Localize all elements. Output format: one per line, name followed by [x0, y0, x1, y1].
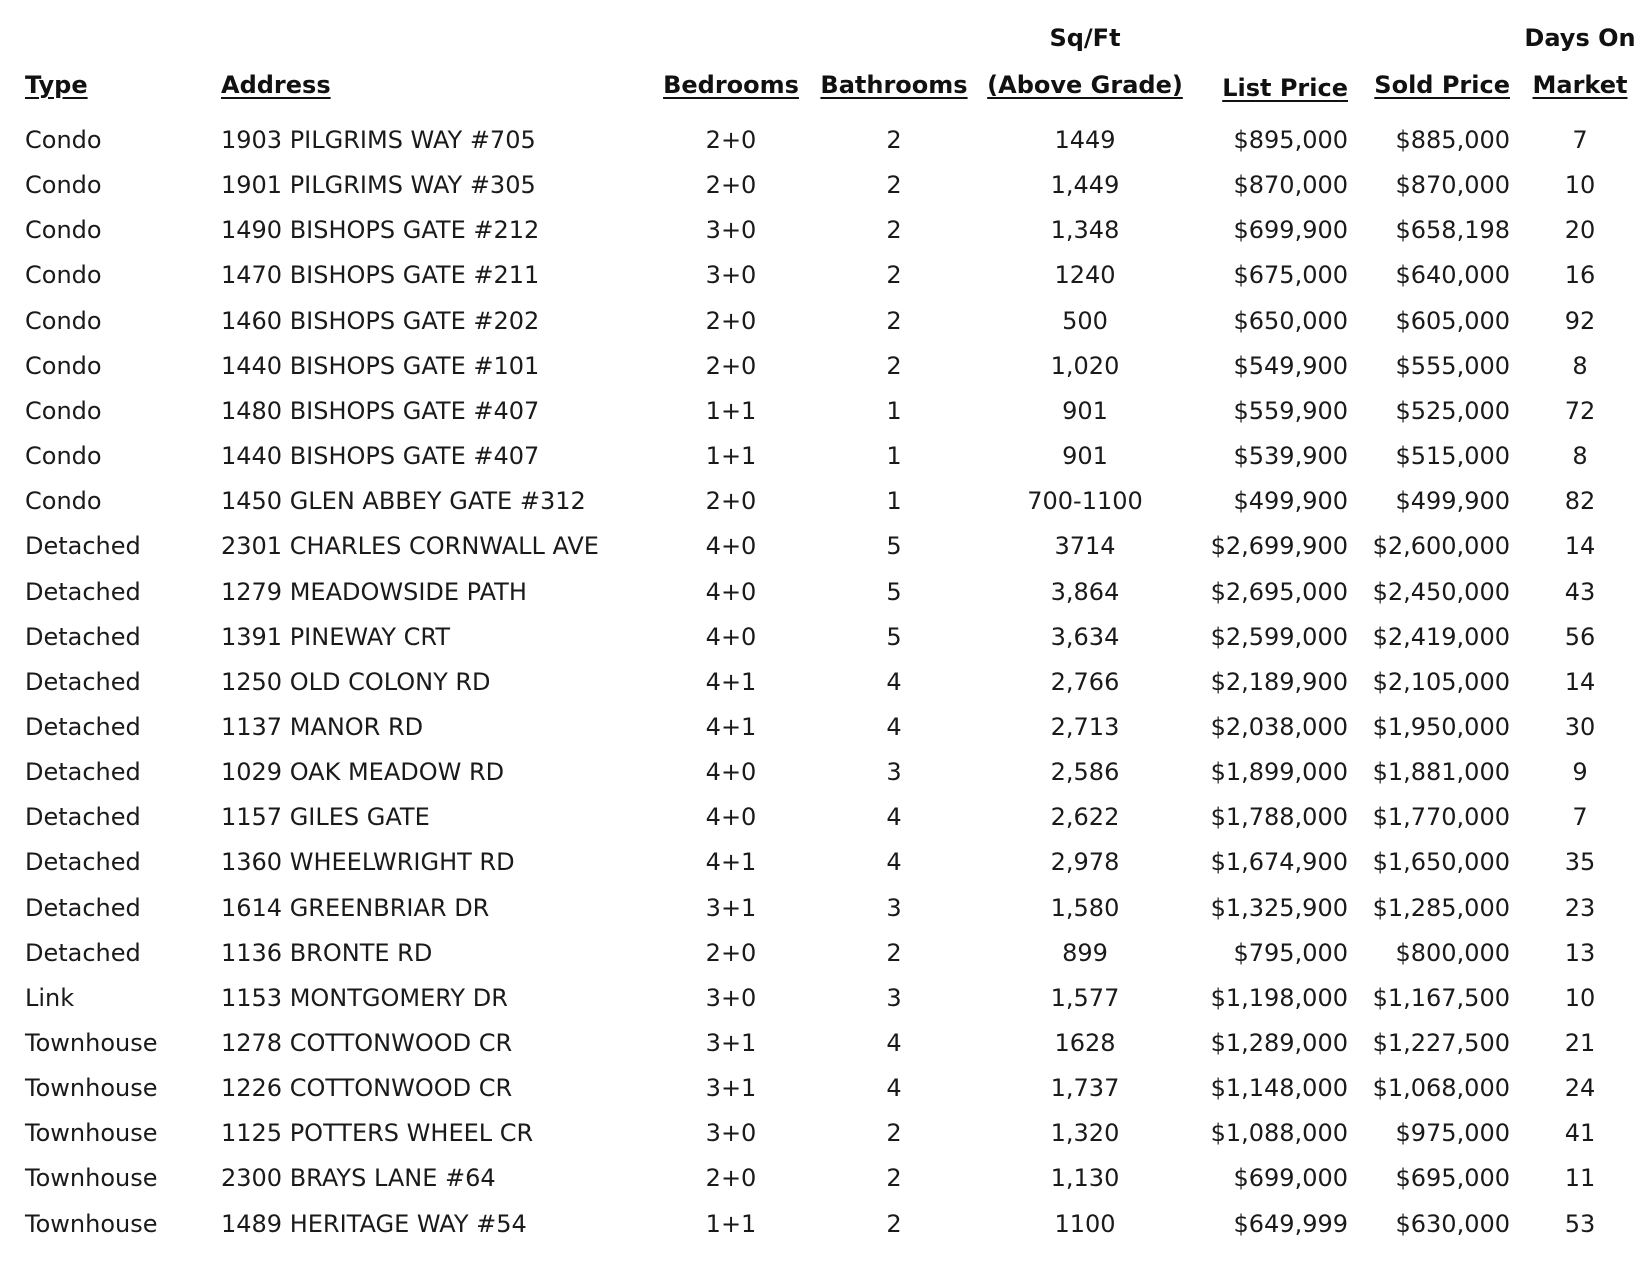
cell-days-on-market: 43 — [1564, 577, 1596, 606]
cell-bedrooms: 2+0 — [705, 171, 757, 200]
cell-days-on-market: 53 — [1564, 1209, 1596, 1238]
table-row — [0, 1202, 1650, 1247]
cell-list-price: $650,000 — [1233, 306, 1348, 335]
cell-address: 1157 GILES GATE — [221, 803, 430, 832]
cell-bathrooms: 4 — [886, 712, 902, 741]
cell-bathrooms: 2 — [886, 126, 902, 154]
cell-type: Condo — [25, 216, 102, 245]
cell-sold-price: $870,000 — [1395, 171, 1510, 200]
cell-days-on-market: 10 — [1564, 983, 1596, 1012]
cell-days-on-market: 9 — [1572, 758, 1588, 787]
table-row — [0, 1021, 1650, 1066]
cell-sold-price: $975,000 — [1395, 1119, 1510, 1148]
cell-bathrooms: 4 — [886, 1029, 902, 1057]
cell-list-price: $1,148,000 — [1210, 1074, 1348, 1103]
cell-bedrooms: 4+1 — [705, 712, 757, 741]
cell-address: 1903 PILGRIMS WAY #705 — [221, 126, 536, 154]
table-row — [0, 1156, 1650, 1201]
cell-sold-price: $1,881,000 — [1372, 758, 1510, 787]
cell-address: 1250 OLD COLONY RD — [221, 667, 491, 696]
cell-sold-price: $2,419,000 — [1372, 622, 1510, 651]
cell-list-price: $675,000 — [1233, 261, 1348, 290]
table-row — [0, 389, 1650, 434]
cell-bathrooms: 2 — [886, 216, 902, 245]
cell-address: 1489 HERITAGE WAY #54 — [221, 1209, 527, 1238]
cell-bedrooms: 4+1 — [705, 667, 757, 696]
table-row — [0, 886, 1650, 931]
cell-sqft: 1,130 — [1050, 1164, 1120, 1193]
cell-days-on-market: 35 — [1564, 848, 1596, 877]
cell-sold-price: $695,000 — [1395, 1164, 1510, 1193]
cell-type: Detached — [25, 667, 141, 696]
cell-days-on-market: 21 — [1564, 1029, 1596, 1057]
cell-address: 1470 BISHOPS GATE #211 — [221, 261, 540, 290]
cell-sold-price: $885,000 — [1395, 126, 1510, 154]
cell-days-on-market: 13 — [1564, 938, 1596, 967]
cell-sqft: 500 — [1062, 306, 1108, 335]
cell-bedrooms: 2+0 — [705, 351, 757, 380]
table-row — [0, 253, 1650, 298]
cell-address: 1153 MONTGOMERY DR — [221, 983, 508, 1012]
cell-sqft: 1,580 — [1050, 893, 1120, 922]
cell-bathrooms: 2 — [886, 351, 902, 380]
cell-days-on-market: 24 — [1564, 1074, 1596, 1103]
cell-list-price: $699,900 — [1233, 216, 1348, 245]
cell-type: Condo — [25, 351, 102, 380]
cell-address: 1391 PINEWAY CRT — [221, 622, 450, 651]
cell-bedrooms: 3+0 — [705, 1119, 757, 1148]
cell-sqft: 901 — [1062, 442, 1108, 471]
cell-type: Condo — [25, 126, 102, 154]
cell-bathrooms: 2 — [886, 171, 902, 200]
cell-list-price: $1,289,000 — [1210, 1029, 1348, 1057]
cell-address: 1440 BISHOPS GATE #101 — [221, 351, 540, 380]
cell-type: Condo — [25, 442, 102, 471]
cell-list-price: $2,599,000 — [1210, 622, 1348, 651]
cell-type: Detached — [25, 938, 141, 967]
cell-sqft: 1240 — [1054, 261, 1116, 290]
cell-sold-price: $2,600,000 — [1372, 532, 1510, 561]
cell-list-price: $795,000 — [1233, 938, 1348, 967]
cell-address: 1614 GREENBRIAR DR — [221, 893, 490, 922]
cell-sold-price: $605,000 — [1395, 306, 1510, 335]
cell-list-price: $539,900 — [1233, 442, 1348, 471]
cell-sold-price: $1,950,000 — [1372, 712, 1510, 741]
cell-bathrooms: 1 — [886, 396, 902, 425]
table-row — [0, 479, 1650, 524]
cell-address: 1226 COTTONWOOD CR — [221, 1074, 513, 1103]
cell-list-price: $2,699,900 — [1210, 532, 1348, 561]
cell-sqft: 901 — [1062, 396, 1108, 425]
table-row — [0, 705, 1650, 750]
cell-bathrooms: 3 — [886, 983, 902, 1012]
cell-type: Detached — [25, 532, 141, 561]
cell-bedrooms: 1+1 — [705, 442, 757, 471]
cell-address: 1360 WHEELWRIGHT RD — [221, 848, 515, 877]
cell-days-on-market: 7 — [1572, 803, 1588, 832]
cell-bathrooms: 2 — [886, 1164, 902, 1193]
cell-sqft: 3,634 — [1050, 622, 1120, 651]
header-list-price: List Price — [1222, 74, 1348, 102]
cell-address: 1029 OAK MEADOW RD — [221, 758, 505, 787]
cell-address: 1136 BRONTE RD — [221, 938, 433, 967]
cell-bedrooms: 3+0 — [705, 216, 757, 245]
cell-sqft: 899 — [1062, 938, 1108, 967]
cell-sold-price: $555,000 — [1395, 351, 1510, 380]
cell-bedrooms: 2+0 — [705, 938, 757, 967]
cell-type: Condo — [25, 171, 102, 200]
cell-address: 1901 PILGRIMS WAY #305 — [221, 171, 536, 200]
cell-days-on-market: 7 — [1572, 126, 1588, 154]
cell-list-price: $1,088,000 — [1210, 1119, 1348, 1148]
cell-list-price: $870,000 — [1233, 171, 1348, 200]
cell-sold-price: $1,770,000 — [1372, 803, 1510, 832]
cell-type: Link — [25, 983, 75, 1012]
cell-sold-price: $515,000 — [1395, 442, 1510, 471]
cell-type: Condo — [25, 261, 102, 290]
header-address: Address — [221, 71, 331, 99]
cell-sold-price: $1,285,000 — [1372, 893, 1510, 922]
cell-bathrooms: 4 — [886, 1074, 902, 1103]
cell-list-price: $1,788,000 — [1210, 803, 1348, 832]
cell-days-on-market: 56 — [1564, 622, 1596, 651]
table-row — [0, 570, 1650, 615]
cell-address: 1480 BISHOPS GATE #407 — [221, 396, 540, 425]
cell-sold-price: $2,450,000 — [1372, 577, 1510, 606]
cell-bedrooms: 3+1 — [705, 1074, 757, 1103]
table-row — [0, 344, 1650, 389]
cell-address: 1125 POTTERS WHEEL CR — [221, 1119, 534, 1148]
cell-list-price: $2,038,000 — [1210, 712, 1348, 741]
header-dom-line2: Market — [1532, 71, 1628, 99]
cell-sqft: 3,864 — [1050, 577, 1120, 606]
cell-type: Detached — [25, 577, 141, 606]
cell-list-price: $2,695,000 — [1210, 577, 1348, 606]
cell-address: 1137 MANOR RD — [221, 712, 424, 741]
cell-sqft: 2,978 — [1050, 848, 1120, 877]
table-row — [0, 118, 1650, 163]
table-row — [0, 840, 1650, 885]
cell-days-on-market: 23 — [1564, 893, 1596, 922]
cell-sold-price: $800,000 — [1395, 938, 1510, 967]
cell-type: Condo — [25, 306, 102, 335]
cell-sold-price: $658,198 — [1395, 216, 1510, 245]
cell-list-price: $1,325,900 — [1210, 893, 1348, 922]
table-row — [0, 1066, 1650, 1111]
cell-sold-price: $1,650,000 — [1372, 848, 1510, 877]
cell-sqft: 1,577 — [1050, 983, 1120, 1012]
cell-bathrooms: 2 — [886, 1209, 902, 1238]
cell-list-price: $1,198,000 — [1210, 983, 1348, 1012]
cell-sqft: 1449 — [1054, 126, 1116, 154]
cell-days-on-market: 14 — [1564, 667, 1596, 696]
cell-bathrooms: 3 — [886, 893, 902, 922]
cell-sqft: 3714 — [1054, 532, 1116, 561]
cell-days-on-market: 16 — [1564, 261, 1596, 290]
table-row — [0, 976, 1650, 1021]
cell-days-on-market: 41 — [1564, 1119, 1596, 1148]
cell-type: Detached — [25, 712, 141, 741]
cell-address: 1440 BISHOPS GATE #407 — [221, 442, 540, 471]
cell-bedrooms: 4+0 — [705, 577, 757, 606]
cell-bedrooms: 3+0 — [705, 261, 757, 290]
cell-sqft: 1100 — [1054, 1209, 1116, 1238]
cell-bedrooms: 2+0 — [705, 1164, 757, 1193]
cell-sqft: 1,020 — [1050, 351, 1120, 380]
cell-address: 1450 GLEN ABBEY GATE #312 — [221, 487, 586, 516]
cell-days-on-market: 72 — [1564, 396, 1596, 425]
cell-list-price: $559,900 — [1233, 396, 1348, 425]
table-row — [0, 163, 1650, 208]
cell-bedrooms: 4+0 — [705, 758, 757, 787]
cell-bedrooms: 3+0 — [705, 983, 757, 1012]
table-row — [0, 434, 1650, 479]
cell-type: Townhouse — [25, 1164, 158, 1193]
cell-list-price: $649,999 — [1233, 1209, 1348, 1238]
cell-list-price: $699,000 — [1233, 1164, 1348, 1193]
cell-sold-price: $525,000 — [1395, 396, 1510, 425]
cell-days-on-market: 30 — [1564, 712, 1596, 741]
cell-sqft: 1,449 — [1050, 171, 1120, 200]
table-row — [0, 660, 1650, 705]
cell-sqft: 1,737 — [1050, 1074, 1120, 1103]
cell-bedrooms: 2+0 — [705, 487, 757, 516]
cell-bathrooms: 4 — [886, 803, 902, 832]
table-row — [0, 795, 1650, 840]
cell-address: 2300 BRAYS LANE #64 — [221, 1164, 496, 1193]
cell-bedrooms: 4+1 — [705, 848, 757, 877]
cell-list-price: $2,189,900 — [1210, 667, 1348, 696]
cell-type: Townhouse — [25, 1209, 158, 1238]
cell-bathrooms: 4 — [886, 667, 902, 696]
cell-bedrooms: 1+1 — [705, 396, 757, 425]
cell-address: 1460 BISHOPS GATE #202 — [221, 306, 540, 335]
header-dom-line1: Days On — [1524, 24, 1636, 52]
cell-bedrooms: 3+1 — [705, 893, 757, 922]
table-row — [0, 299, 1650, 344]
cell-bedrooms: 4+0 — [705, 532, 757, 561]
cell-list-price: $895,000 — [1233, 126, 1348, 154]
cell-type: Condo — [25, 487, 102, 516]
header-bathrooms: Bathrooms — [820, 71, 968, 99]
cell-sqft: 2,713 — [1050, 712, 1120, 741]
header-sold-price: Sold Price — [1374, 71, 1510, 99]
cell-sqft: 2,622 — [1050, 803, 1120, 832]
cell-sqft: 700-1100 — [1027, 487, 1143, 516]
cell-sqft: 1628 — [1054, 1029, 1116, 1057]
cell-sold-price: $2,105,000 — [1372, 667, 1510, 696]
header-sqft-line2: (Above Grade) — [987, 71, 1183, 99]
cell-bathrooms: 5 — [886, 532, 902, 561]
cell-sqft: 2,586 — [1050, 758, 1120, 787]
cell-bathrooms: 5 — [886, 577, 902, 606]
table-row — [0, 615, 1650, 660]
cell-type: Townhouse — [25, 1029, 158, 1057]
cell-list-price: $1,899,000 — [1210, 758, 1348, 787]
cell-address: 1490 BISHOPS GATE #212 — [221, 216, 540, 245]
cell-sold-price: $499,900 — [1395, 487, 1510, 516]
cell-days-on-market: 8 — [1572, 351, 1588, 380]
table-row — [0, 931, 1650, 976]
header-type: Type — [25, 71, 88, 99]
cell-address: 2301 CHARLES CORNWALL AVE — [221, 532, 599, 561]
cell-bedrooms: 2+0 — [705, 306, 757, 335]
cell-bathrooms: 2 — [886, 261, 902, 290]
cell-bedrooms: 4+0 — [705, 622, 757, 651]
cell-days-on-market: 10 — [1564, 171, 1596, 200]
cell-bathrooms: 1 — [886, 487, 902, 516]
cell-bedrooms: 4+0 — [705, 803, 757, 832]
header-sqft-line1: Sq/Ft — [1049, 24, 1121, 52]
cell-days-on-market: 20 — [1564, 216, 1596, 245]
cell-list-price: $1,674,900 — [1210, 848, 1348, 877]
cell-bedrooms: 3+1 — [705, 1029, 757, 1057]
cell-type: Condo — [25, 396, 102, 425]
cell-list-price: $499,900 — [1233, 487, 1348, 516]
cell-bedrooms: 1+1 — [705, 1209, 757, 1238]
cell-type: Townhouse — [25, 1119, 158, 1148]
cell-type: Detached — [25, 848, 141, 877]
cell-bathrooms: 1 — [886, 442, 902, 471]
table-row — [0, 1111, 1650, 1156]
cell-address: 1278 COTTONWOOD CR — [221, 1029, 513, 1057]
table-row — [0, 208, 1650, 253]
cell-sold-price: $1,068,000 — [1372, 1074, 1510, 1103]
cell-sqft: 2,766 — [1050, 667, 1120, 696]
cell-type: Detached — [25, 758, 141, 787]
cell-days-on-market: 14 — [1564, 532, 1596, 561]
table-row — [0, 750, 1650, 795]
cell-sold-price: $630,000 — [1395, 1209, 1510, 1238]
cell-sold-price: $1,227,500 — [1372, 1029, 1510, 1057]
cell-type: Detached — [25, 893, 141, 922]
cell-bathrooms: 2 — [886, 306, 902, 335]
cell-bathrooms: 2 — [886, 1119, 902, 1148]
header-bedrooms: Bedrooms — [663, 71, 799, 99]
cell-days-on-market: 8 — [1572, 442, 1588, 471]
cell-sold-price: $640,000 — [1395, 261, 1510, 290]
cell-days-on-market: 92 — [1564, 306, 1596, 335]
cell-type: Detached — [25, 622, 141, 651]
cell-bathrooms: 3 — [886, 758, 902, 787]
cell-type: Townhouse — [25, 1074, 158, 1103]
cell-bedrooms: 2+0 — [705, 126, 757, 154]
cell-address: 1279 MEADOWSIDE PATH — [221, 577, 527, 606]
table-row — [0, 524, 1650, 569]
cell-sold-price: $1,167,500 — [1372, 983, 1510, 1012]
cell-bathrooms: 5 — [886, 622, 902, 651]
cell-sqft: 1,320 — [1050, 1119, 1120, 1148]
cell-days-on-market: 82 — [1564, 487, 1596, 516]
cell-list-price: $549,900 — [1233, 351, 1348, 380]
cell-sqft: 1,348 — [1050, 216, 1120, 245]
cell-bathrooms: 4 — [886, 848, 902, 877]
cell-bathrooms: 2 — [886, 938, 902, 967]
cell-type: Detached — [25, 803, 141, 832]
cell-days-on-market: 11 — [1564, 1164, 1596, 1193]
